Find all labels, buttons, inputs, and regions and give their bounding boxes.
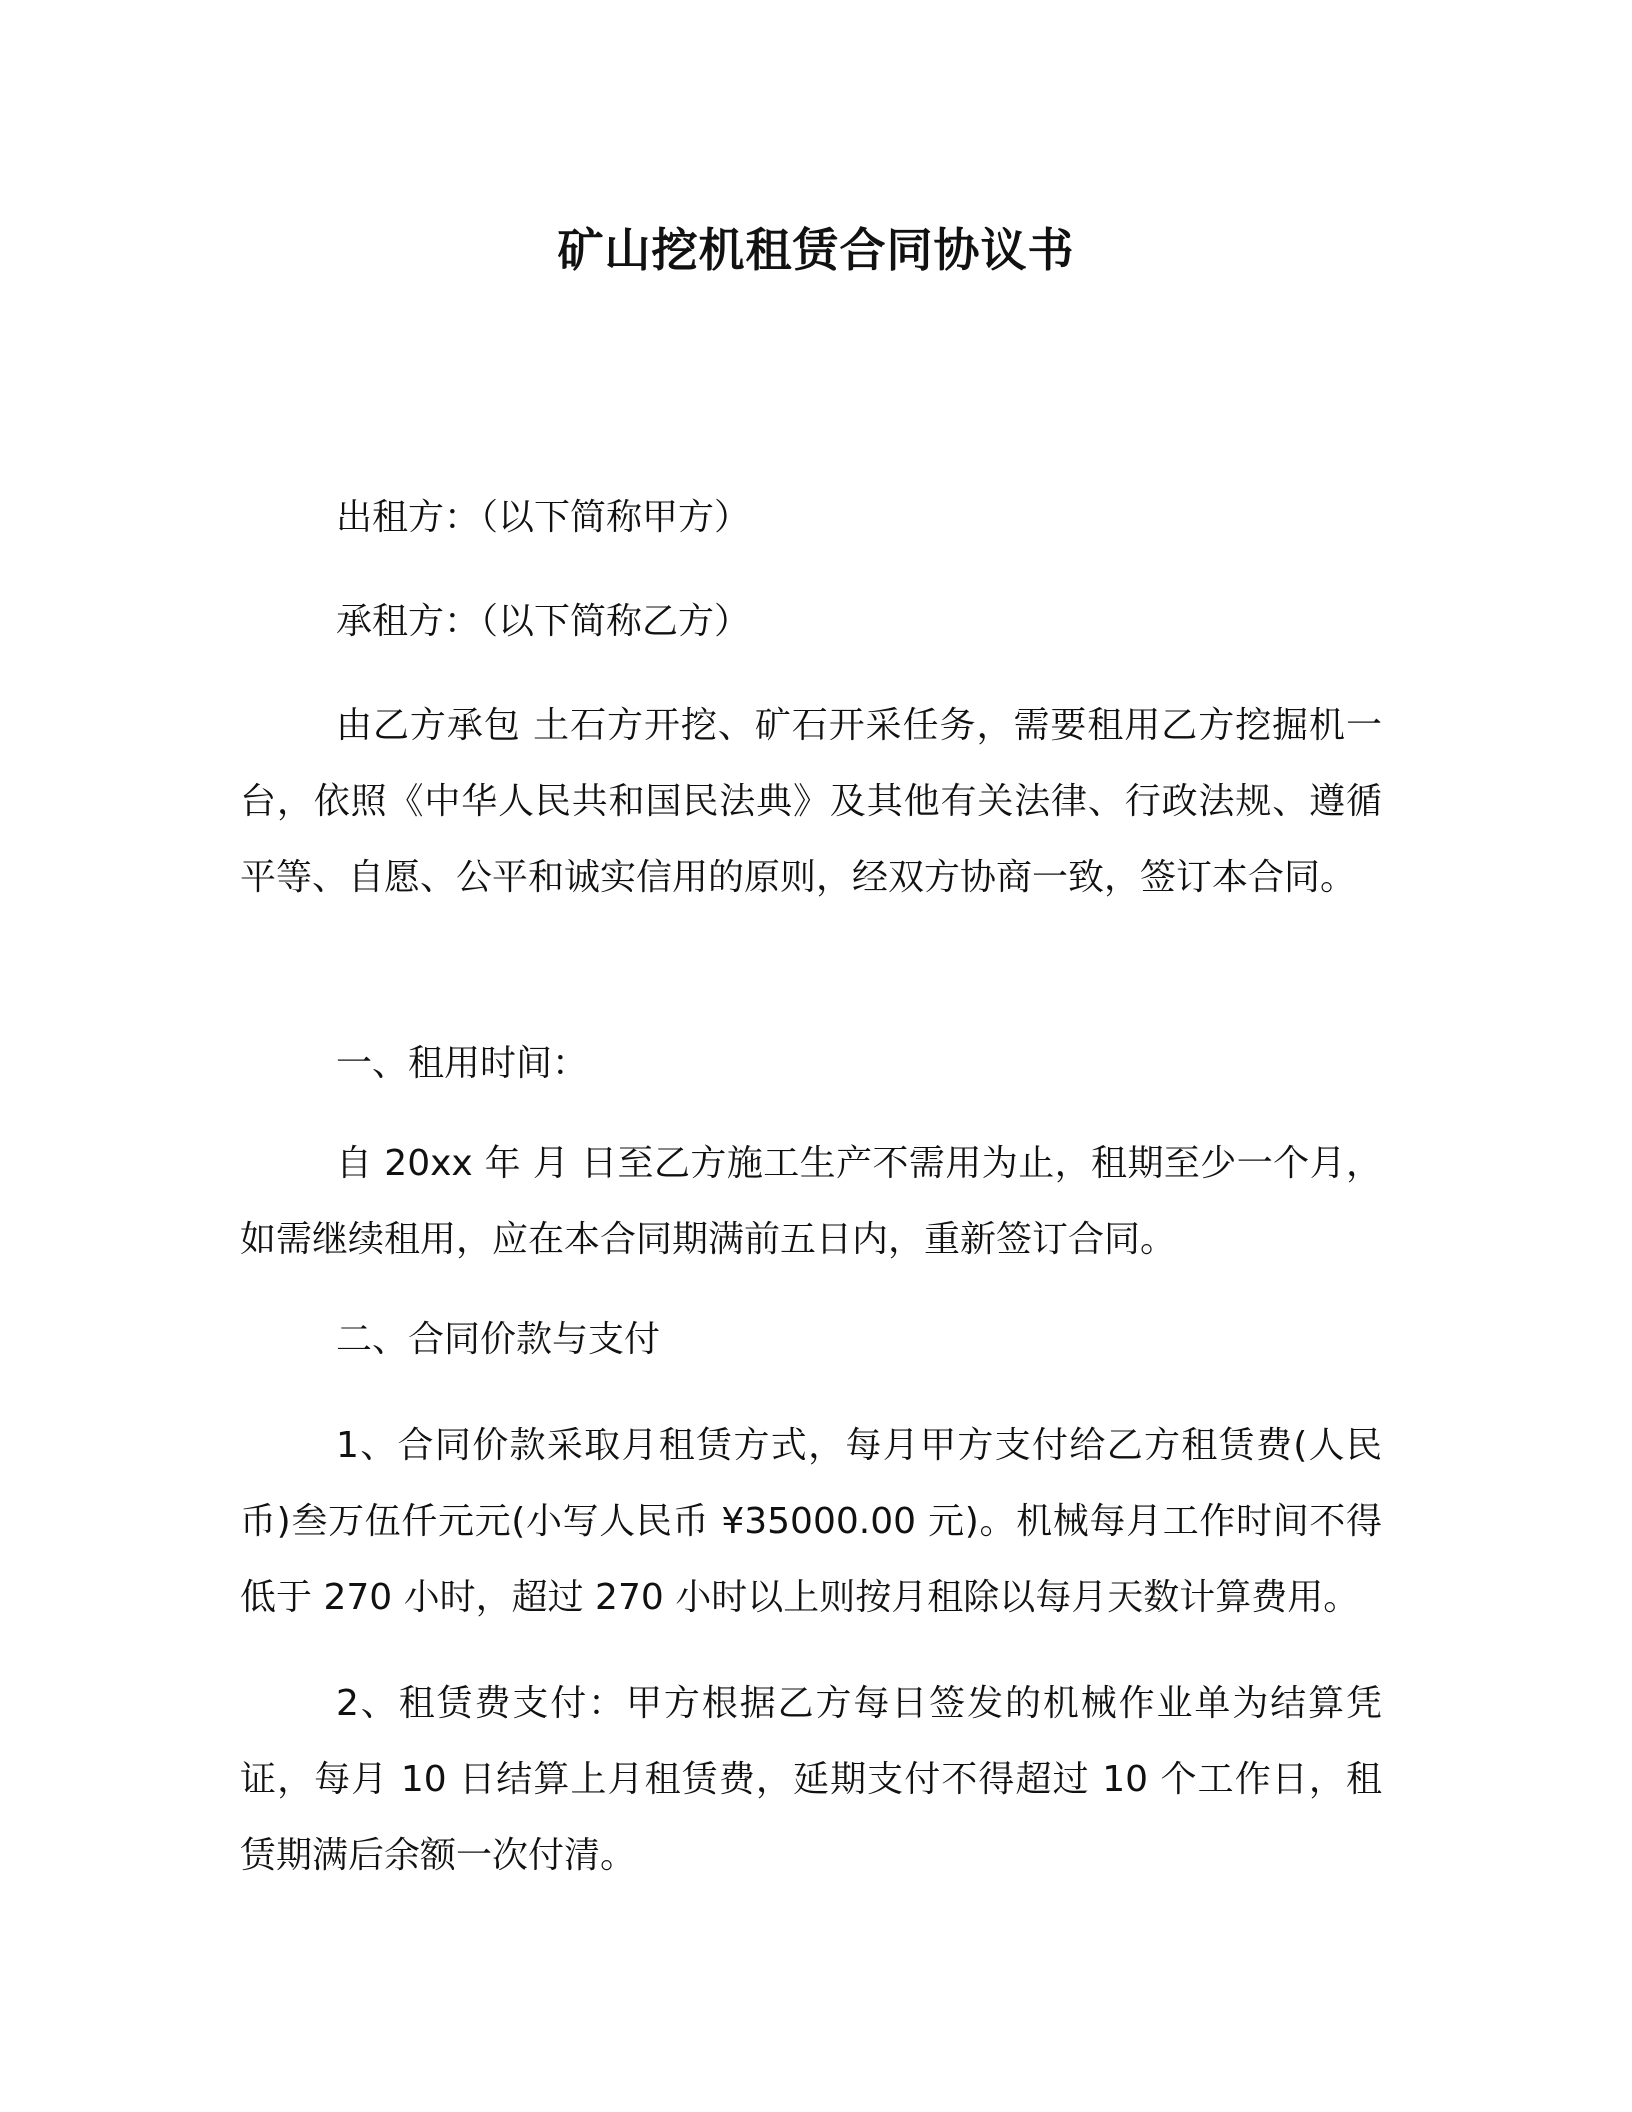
section2-clause2: 2、租赁费支付：甲方根据乙方每日签发的机械作业单为结算凭证，每月 10 日结算上月租赁费，延期支付不得超过 10 个工作日，租赁期满后余额一次付清。: [240, 1683, 1382, 1876]
document-title: 矿山挖机租赁合同协议书: [557, 223, 1075, 277]
section2-clause1: 1、合同价款采取月租赁方式，每月甲方支付给乙方租赁费(人民币)叁万伍仟元元(小写人民币 ¥35000.00 元)。机械每月工作时间不得低于 270 小时，超过 270 小时以上则按月租除以每月天数计算费用。: [240, 1425, 1382, 1618]
preamble-paragraph: 由乙方承包 土石方开挖、矿石开采任务，需要租用乙方挖掘机一台，依照《中华人民共和国民法典》及其他有关法律、行政法规、遵循平等、自愿、公平和诚实信用的原则，经双方协商一致，签订本合同。: [240, 705, 1382, 898]
lessor-line: 出租方：（以下简称甲方）: [336, 497, 751, 538]
section1-text: 自 20xx 年 月 日至乙方施工生产不需用为止，租期至少一个月，如需继续租用，应在本合同期满前五日内，重新签订合同。: [240, 1143, 1382, 1260]
section2-heading: 二、合同价款与支付: [336, 1319, 661, 1360]
lessee-line: 承租方：（以下简称乙方）: [336, 601, 751, 642]
section1-heading: 一、租用时间：: [336, 1043, 589, 1084]
